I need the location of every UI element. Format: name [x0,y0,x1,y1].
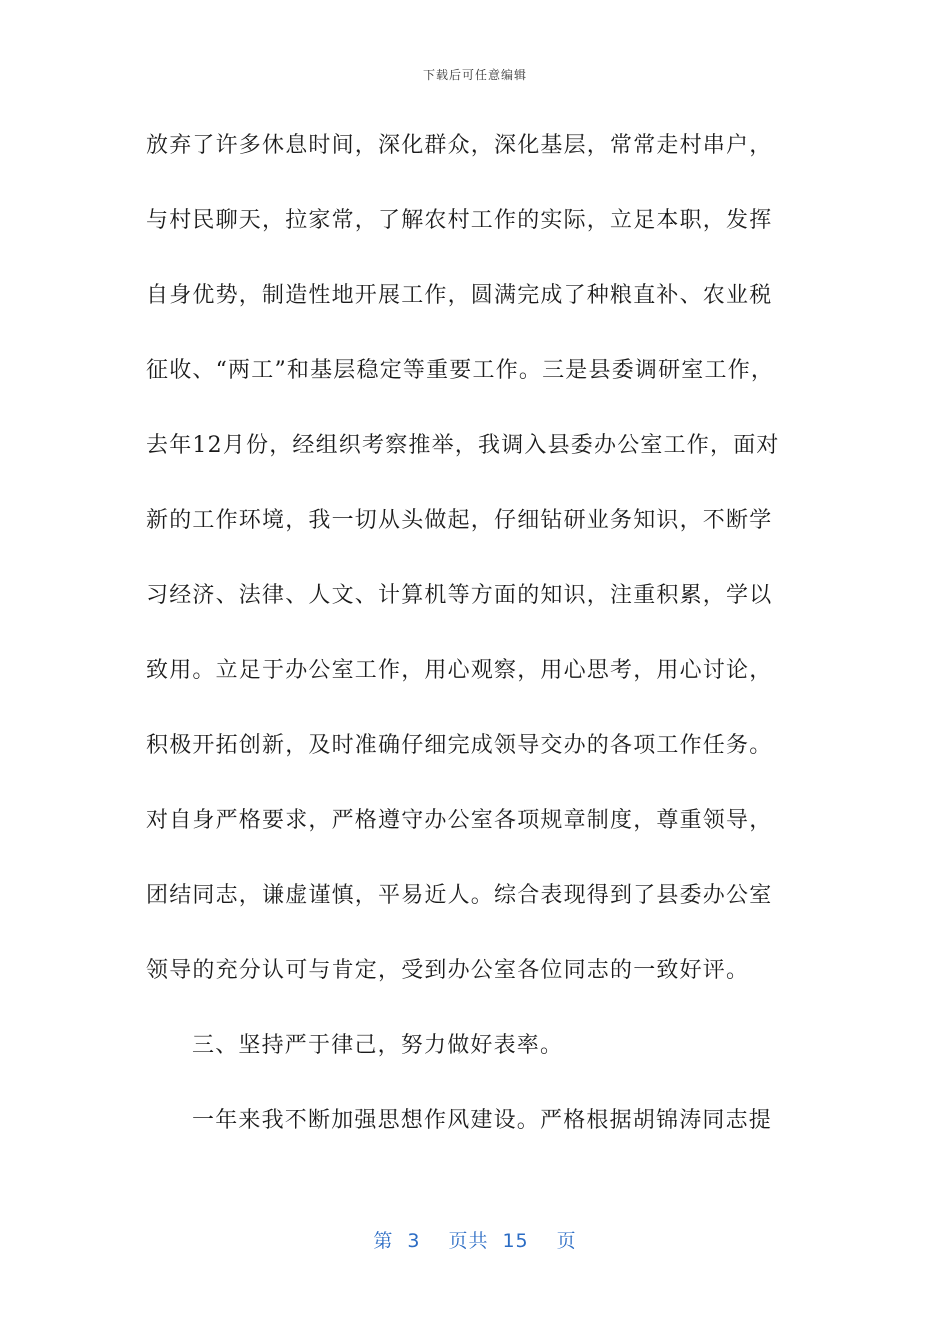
text-line: 放弃了许多休息时间，深化群众，深化基层，常常走村串户， [146,133,773,158]
current-page-number: 3 [407,1230,421,1252]
page-mid-label: 页共 [448,1230,489,1252]
text-line: 与村民聊天，拉家常，了解农村工作的实际，立足本职，发挥 [146,208,773,233]
header-note: 下载后可任意编辑 [422,68,527,82]
text-line: 团结同志，谦虚谨慎，平易近人。综合表现得到了县委办公室 [146,883,773,908]
text-line: 领导的充分认可与肯定，受到办公室各位同志的一致好评。 [146,958,750,983]
text-line: 习经济、法律、人文、计算机等方面的知识，注重积累，学以 [146,583,773,608]
text-line: 新的工作环境，我一切从头做起，仔细钻研业务知识，不断学 [146,508,773,533]
text-line: 去年12月份，经组织考察推举，我调入县委办公室工作，面对 [146,433,780,458]
total-pages-number: 15 [502,1230,529,1252]
document-body [146,128,816,1178]
text-line: 对自身严格要求，严格遵守办公室各项规章制度，尊重领导， [146,808,773,833]
page-number-footer [0,1226,950,1253]
text-line: 自身优势，制造性地开展工作，圆满完成了种粮直补、农业税 [146,283,773,308]
text-line: 致用。立足于办公室工作，用心观察，用心思考，用心讨论， [146,658,773,683]
section-heading: 三、坚持严于律己，努力做好表率。 [192,1033,564,1058]
text-line: 一年来我不断加强思想作风建设。严格根据胡锦涛同志提 [192,1108,773,1133]
page-prefix: 第 [373,1230,394,1252]
page-suffix: 页 [556,1230,577,1252]
text-line: 征收、“两工”和基层稳定等重要工作。三是县委调研室工作， [146,358,775,383]
text-line: 积极开拓创新，及时准确仔细完成领导交办的各项工作任务。 [146,733,773,758]
